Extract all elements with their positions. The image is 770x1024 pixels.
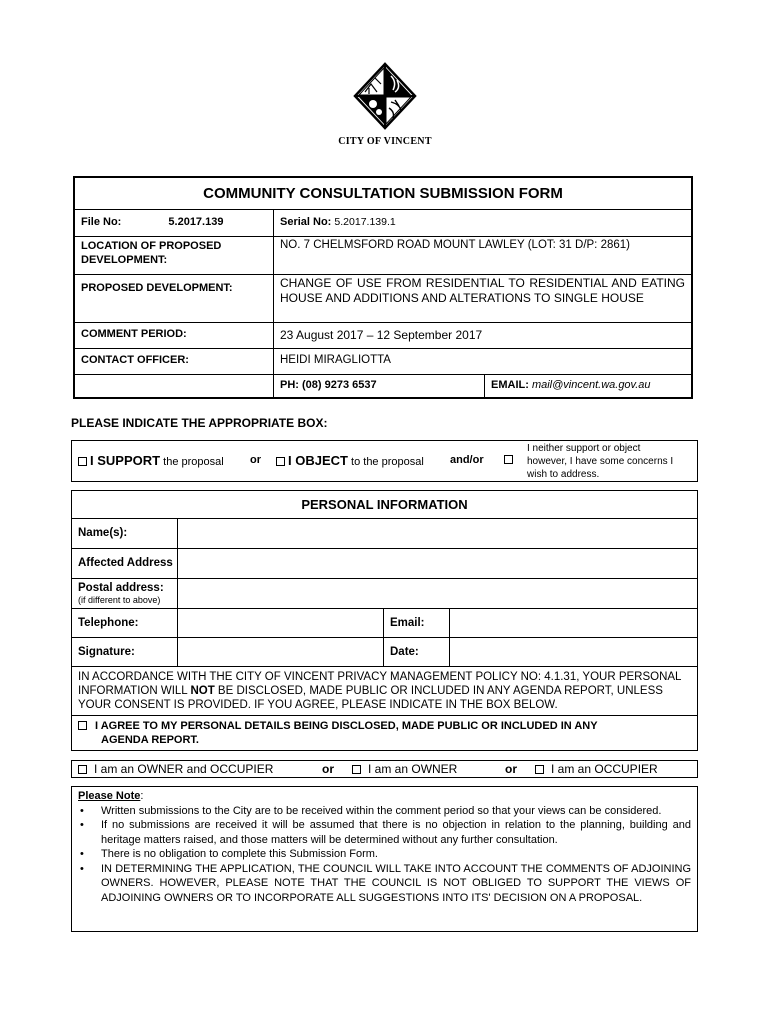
consent-line-1: I AGREE TO MY PERSONAL DETAILS BEING DISCLOSED, MADE PUBLIC OR INCLUDED IN ANY: [95, 720, 598, 732]
note-item: • If no submissions are received it will be assumed that there is no objection in relation to the planning, building and heritage matters raised, and those matters will be determined without any further consultation.: [78, 818, 691, 847]
development-row: [75, 275, 691, 323]
date-field[interactable]: [450, 638, 697, 666]
owner-label: I am an OWNER: [368, 762, 458, 776]
support-strong: I SUPPORT: [90, 453, 161, 468]
object-rest: to the proposal: [351, 456, 424, 468]
email-cell: [485, 375, 691, 397]
signature-field[interactable]: [178, 638, 384, 666]
blank-cell: [75, 375, 274, 397]
note-item: • There is no obligation to complete this Submission Form.: [78, 847, 691, 862]
neither-line-3: wish to address.: [527, 469, 600, 480]
owner-option[interactable]: [352, 762, 457, 776]
support-checkbox[interactable]: [78, 457, 87, 466]
names-label: Name(s):: [72, 519, 178, 548]
postal-address-row: [72, 579, 697, 609]
occupier-option[interactable]: [535, 762, 658, 776]
date-label: Date:: [384, 638, 450, 666]
notes-colon: :: [140, 790, 144, 802]
privacy-text-a: IN ACCORDANCE WITH THE CITY OF VINCENT PRIVACY MANAGEMENT POLICY NO: 4.1.31, YOUR PERSONAL INFORMATION WILL: [78, 671, 682, 697]
privacy-text-b: BE DISCLOSED, MADE PUBLIC OR INCLUDED IN ANY AGENDA REPORT, UNLESS YOUR CONSENT IS PROVIDED. IF YOU AGREE, PLEASE INDICATE IN THE BOX BELOW.: [78, 685, 663, 711]
personal-info-title: PERSONAL INFORMATION: [72, 491, 697, 519]
contact-row: [75, 349, 691, 375]
privacy-not: NOT: [190, 685, 215, 697]
signature-date-row: [72, 638, 697, 667]
object-checkbox[interactable]: [276, 457, 285, 466]
email-value: mail@vincent.wa.gov.au: [531, 379, 651, 391]
occupier-label: I am an OCCUPIER: [551, 762, 658, 776]
telephone-field[interactable]: [178, 609, 384, 637]
location-row: [75, 237, 691, 275]
owner-occupier-option[interactable]: [78, 762, 273, 776]
location-value: NO. 7 CHELMSFORD ROAD MOUNT LAWLEY (LOT: 31 D/P: 2861): [280, 239, 630, 251]
comment-period-value: 23 August 2017 – 12 September 2017: [280, 328, 483, 342]
affected-address-row: [72, 549, 697, 579]
personal-information-section: [71, 490, 698, 751]
owner-checkbox[interactable]: [352, 765, 361, 774]
neither-line-2: however, I have some concerns I: [527, 456, 674, 467]
form-title: COMMUNITY CONSULTATION SUBMISSION FORM: [75, 178, 691, 210]
please-note-section: [71, 786, 698, 932]
file-no-label: File No:: [81, 216, 122, 228]
notes-heading: Please Note: [78, 790, 141, 802]
support-rest: the proposal: [163, 456, 224, 468]
object-option[interactable]: [276, 453, 424, 468]
names-row: [72, 519, 697, 549]
contact-label: CONTACT OFFICER:: [75, 349, 274, 374]
neither-line-1: I neither support or object: [527, 443, 641, 454]
serial-no-cell: [274, 210, 691, 236]
postal-address-field[interactable]: [178, 579, 697, 608]
development-label: PROPOSED DEVELOPMENT:: [75, 275, 274, 322]
consent-option[interactable]: [72, 716, 697, 750]
contact-name: HEIDI MIRAGLIOTTA: [280, 354, 391, 366]
serial-no-value: 5.2017.139.1: [334, 216, 396, 228]
owner-or-2: or: [505, 762, 517, 776]
comment-period-label: COMMENT PERIOD:: [75, 323, 274, 348]
andor-text: and/or: [450, 454, 484, 466]
note-item: • Written submissions to the City are to be received within the comment period so that your views can be considered.: [78, 804, 691, 819]
consent-line-2: AGENDA REPORT.: [101, 734, 199, 746]
consultation-info-table: [73, 176, 693, 399]
postal-address-label: Postal address:: [78, 582, 164, 594]
telephone-email-row: [72, 609, 697, 638]
personal-email-label: Email:: [384, 609, 450, 637]
serial-no-label: Serial No:: [280, 216, 332, 228]
owner-occupier-checkbox[interactable]: [78, 765, 87, 774]
note-item: • IN DETERMINING THE APPLICATION, THE COUNCIL WILL TAKE INTO ACCOUNT THE COMMENTS OF ADJOINING OWNERS. HOWEVER, PLEASE NOTE THAT THE COUNCIL IS NOT OBLIGED TO SUPPORT THE VIEWS OF ADJOINING OWNERS OR TO INCORPORATE ALL SUGGESTIONS INTO ITS' DECISION ON A PROPOSAL.: [78, 862, 691, 906]
file-no-value: 5.2017.139: [168, 216, 224, 228]
owner-or-1: or: [322, 762, 334, 776]
privacy-statement: [72, 667, 697, 716]
owner-occupier-label: I am an OWNER and OCCUPIER: [94, 762, 274, 776]
phone-cell: PH: (08) 9273 6537: [274, 375, 485, 397]
email-label: EMAIL:: [491, 379, 529, 391]
affected-address-field[interactable]: [178, 549, 697, 578]
city-of-vincent-logo: [353, 62, 417, 132]
development-value: CHANGE OF USE FROM RESIDENTIAL TO RESIDENTIAL AND EATING HOUSE AND ADDITIONS AND ALTERATIONS TO SINGLE HOUSE: [280, 276, 685, 305]
support-object-box: [71, 440, 698, 482]
or-text: or: [250, 454, 261, 466]
file-no-cell: [75, 210, 274, 236]
names-field[interactable]: [178, 519, 697, 548]
personal-email-field[interactable]: [450, 609, 697, 637]
consent-checkbox[interactable]: [78, 721, 87, 730]
object-strong: I OBJECT: [288, 453, 348, 468]
owner-occupier-row: [71, 760, 698, 778]
postal-address-note: (if different to above): [78, 595, 161, 605]
support-option[interactable]: [78, 453, 224, 468]
org-name: CITY OF VINCENT: [338, 136, 432, 147]
neither-checkbox[interactable]: [504, 455, 513, 464]
telephone-label: Telephone:: [72, 609, 178, 637]
signature-label: Signature:: [72, 638, 178, 666]
notes-list: [78, 804, 691, 906]
file-serial-row: [75, 210, 691, 237]
occupier-checkbox[interactable]: [535, 765, 544, 774]
neither-text: [527, 442, 673, 481]
phone-email-row: [75, 375, 691, 397]
postal-address-cell: [72, 579, 178, 608]
indicate-heading: PLEASE INDICATE THE APPROPRIATE BOX:: [71, 416, 328, 430]
location-label: LOCATION OF PROPOSED DEVELOPMENT:: [75, 237, 274, 274]
affected-address-label: Affected Address: [72, 549, 178, 578]
comment-period-row: [75, 323, 691, 349]
